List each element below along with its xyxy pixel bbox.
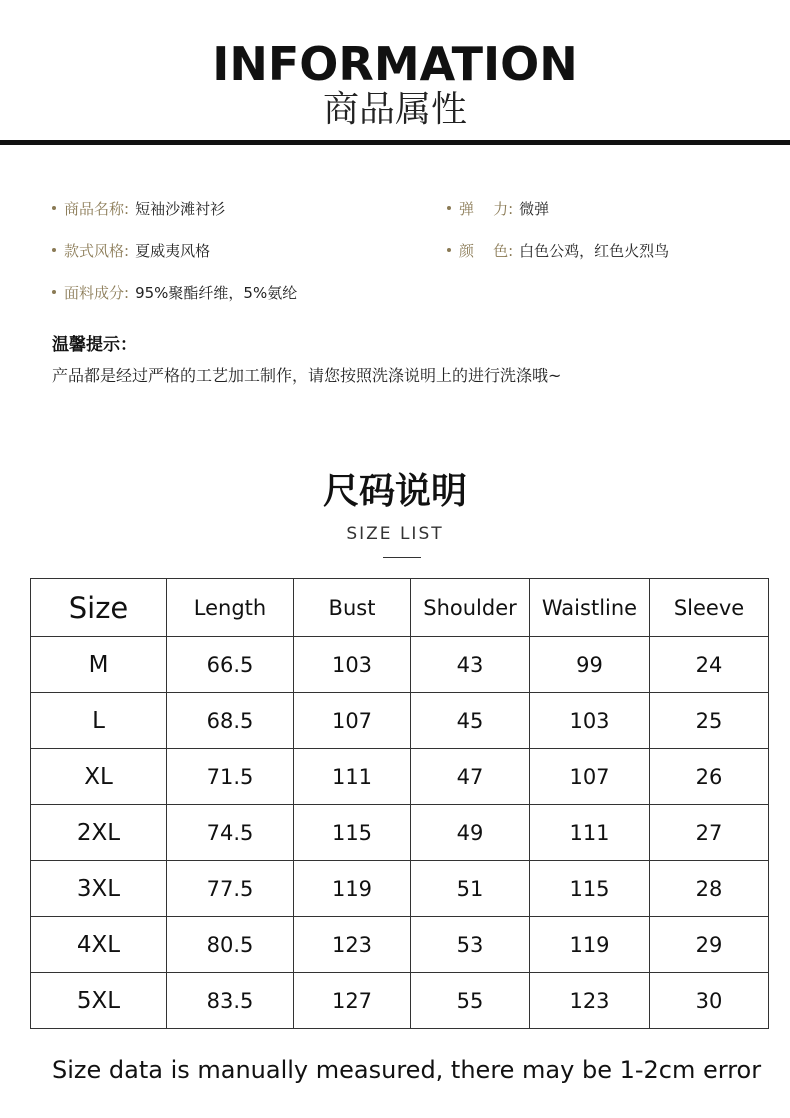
table-row [31,973,769,1029]
tip-body: 产品都是经过严格的工艺加工制作，请您按照洗涤说明上的进行洗涤哦~ [52,366,562,385]
attr-color [447,240,669,262]
size-section-title: 尺码说明 [322,471,467,512]
attr-label: 面料成分: [64,284,130,302]
cell-waistline: 123 [530,973,650,1029]
cell-bust: 119 [294,861,411,917]
cell-length: 66.5 [167,637,294,693]
cell-shoulder: 47 [411,749,530,805]
cell-length: 77.5 [167,861,294,917]
cell-waistline: 115 [530,861,650,917]
cell-size: 2XL [31,805,167,861]
cell-size: 5XL [31,973,167,1029]
attr-value: 短袖沙滩衬衫 [135,200,226,218]
attr-value: 夏威夷风格 [135,242,211,260]
cell-sleeve: 24 [650,637,769,693]
table-header-row [31,579,769,637]
bullet-icon [52,206,56,210]
cell-waistline: 111 [530,805,650,861]
cell-length: 74.5 [167,805,294,861]
cell-bust: 103 [294,637,411,693]
cell-waistline: 107 [530,749,650,805]
table-row [31,917,769,973]
table-row [31,861,769,917]
attr-value: 白色公鸡，红色火烈鸟 [519,242,670,260]
cell-length: 83.5 [167,973,294,1029]
attr-label: 商品名称: [64,200,130,218]
cell-length: 71.5 [167,749,294,805]
cell-sleeve: 27 [650,805,769,861]
attr-product-name [52,198,225,220]
attr-label: 弹 力: [459,200,514,218]
table-row [31,693,769,749]
column-header-size: Size [31,579,167,637]
cell-bust: 107 [294,693,411,749]
attr-elasticity [447,198,549,220]
attr-value: 微弹 [519,200,550,218]
cell-size: M [31,637,167,693]
cell-bust: 127 [294,973,411,1029]
cell-shoulder: 43 [411,637,530,693]
table-row [31,805,769,861]
cell-sleeve: 28 [650,861,769,917]
table-row [31,637,769,693]
cell-size: L [31,693,167,749]
bullet-icon [52,290,56,294]
cell-bust: 111 [294,749,411,805]
cell-shoulder: 45 [411,693,530,749]
cell-size: 3XL [31,861,167,917]
cell-length: 68.5 [167,693,294,749]
column-header-sleeve: Sleeve [650,579,769,637]
bullet-icon [52,248,56,252]
attr-label: 款式风格: [64,242,130,260]
cell-sleeve: 29 [650,917,769,973]
page-title: INFORMATION [212,37,578,91]
column-header-shoulder: Shoulder [411,579,530,637]
bullet-icon [447,248,451,252]
cell-length: 80.5 [167,917,294,973]
cell-shoulder: 49 [411,805,530,861]
cell-sleeve: 25 [650,693,769,749]
cell-bust: 123 [294,917,411,973]
cell-shoulder: 51 [411,861,530,917]
table-row [31,749,769,805]
page-subtitle: 商品属性 [322,89,467,130]
size-footnote: Size data is manually measured, there may be 1-2cm error [52,1056,762,1084]
cell-size: 4XL [31,917,167,973]
column-header-waistline: Waistline [530,579,650,637]
cell-shoulder: 53 [411,917,530,973]
size-section-subtitle: SIZE LIST [346,524,444,544]
size-divider [383,557,421,558]
column-header-length: Length [167,579,294,637]
cell-waistline: 99 [530,637,650,693]
attr-value: 95%聚酯纤维，5%氨纶 [135,284,298,302]
cell-waistline: 103 [530,693,650,749]
tip-title: 温馨提示： [52,335,137,355]
column-header-bust: Bust [294,579,411,637]
cell-bust: 115 [294,805,411,861]
cell-sleeve: 30 [650,973,769,1029]
cell-waistline: 119 [530,917,650,973]
bullet-icon [447,206,451,210]
cell-sleeve: 26 [650,749,769,805]
attr-style [52,240,210,262]
size-table [30,578,769,1029]
header-divider [0,140,790,145]
attr-fabric [52,282,297,304]
cell-shoulder: 55 [411,973,530,1029]
cell-size: XL [31,749,167,805]
attr-label: 颜 色: [459,242,514,260]
